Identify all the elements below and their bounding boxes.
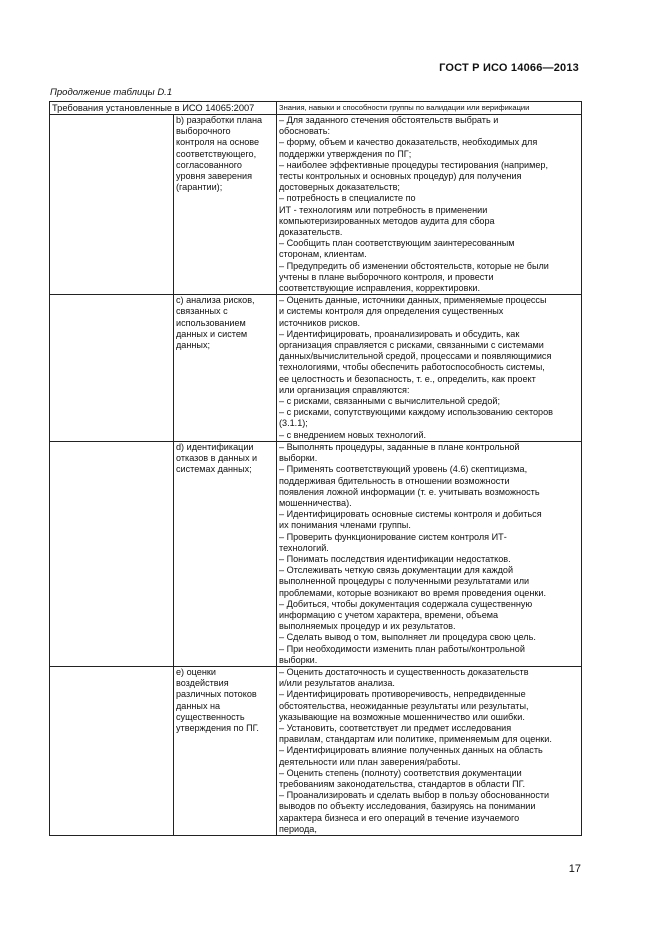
requirement-line: различных потоков	[176, 689, 257, 700]
competency-line: – Применять соответствующий уровень (4.6) скептицизма,	[279, 464, 528, 475]
competency-cell	[277, 115, 582, 295]
requirement-line: c) анализа рисков,	[176, 295, 255, 306]
competency-line: или организация справляются:	[279, 384, 410, 395]
table-header-row	[50, 102, 582, 115]
competency-line: поддержки утверждения по ПГ;	[279, 148, 412, 159]
page-number: 17	[568, 863, 581, 875]
requirement-cell	[174, 441, 277, 666]
competency-line: – Проверить функционирование систем контроля ИТ-	[279, 531, 507, 542]
competency-line: – Идентифицировать противоречивость, непредвиденные	[279, 689, 526, 700]
requirement-cell	[174, 666, 277, 835]
competency-line: сторонам, клиентам.	[279, 249, 367, 260]
competency-line: источников рисков.	[279, 317, 361, 328]
standard-designation: ГОСТ Р ИСО 14066—2013	[439, 62, 579, 74]
competency-line: – Идентифицировать влияние полученных данных на область	[279, 745, 543, 756]
competency-line: – Оценить степень (полноту) соответствия документации	[279, 767, 522, 778]
column-header-competencies: Знания, навыки и способности группы по валидации или верификации	[277, 102, 582, 115]
competency-line: технологий.	[279, 542, 329, 553]
competency-line: – Выполнять процедуры, заданные в плане контрольной	[279, 441, 520, 452]
competency-cell	[277, 295, 582, 442]
requirement-line: d) идентификации	[176, 441, 254, 452]
table-row	[50, 115, 582, 295]
competency-line: выборки.	[279, 453, 318, 464]
competency-line: – Предупредить об изменении обстоятельств, которые не были	[279, 260, 549, 271]
requirement-line: данных на	[176, 700, 221, 711]
competency-line: выборки.	[279, 654, 318, 665]
competency-line: – Для заданного стечения обстоятельств выбрать и	[279, 115, 499, 125]
competency-cell	[277, 666, 582, 835]
table-row	[50, 295, 582, 442]
competency-line: выводов по объекту исследования, базируясь на понимании	[279, 801, 536, 812]
requirement-line: данных;	[176, 340, 211, 351]
competency-line: – с внедрением новых технологий.	[279, 429, 427, 440]
requirement-cell	[174, 295, 277, 442]
competency-line: учтены в плане выборочного контроля, и провести	[279, 271, 494, 282]
requirement-line: связанных с	[176, 306, 228, 317]
table-row	[50, 441, 582, 666]
competency-line: организация справляется с рисками, связанными с системами	[279, 340, 544, 351]
requirement-line: b) разработки плана	[176, 115, 263, 125]
empty-cell	[50, 666, 174, 835]
requirement-line: данных и систем	[176, 328, 248, 339]
requirement-line: утверждения по ПГ.	[176, 722, 259, 733]
competency-line: тесты контрольных и основных процедур) для получения	[279, 171, 522, 182]
competency-line: поддерживая бдительность в отношении возможности	[279, 475, 510, 486]
competency-line: указывающие на возможные мошенничество или ошибки.	[279, 711, 525, 722]
competency-line: – Идентифицировать основные системы контроля и добиться	[279, 509, 542, 520]
requirement-line: согласованного	[176, 159, 242, 170]
competency-line: (3.1.1);	[279, 418, 308, 429]
requirement-line: e) оценки	[176, 666, 216, 677]
requirement-line: выборочного	[176, 126, 231, 137]
competency-line: – Отслеживать четкую связь документации для каждой	[279, 565, 514, 576]
competency-line: и системы контроля для определения существенных	[279, 306, 504, 317]
competency-line: данных/вычислительной средой, процессами и появляющимися	[279, 351, 552, 362]
competency-cell	[277, 441, 582, 666]
competency-line: – потребность в специалисте по	[279, 193, 416, 204]
competency-line: и/или результатов анализа.	[279, 678, 395, 689]
competency-line: мошенничества).	[279, 497, 352, 508]
competency-line: деятельности или план заверения/работы.	[279, 756, 461, 767]
requirement-line: (гарантии);	[176, 182, 223, 193]
competency-line: информацию с учетом характера, времени, объема	[279, 609, 499, 620]
competency-line: появления ложной информации (т. е. учитывать возможность	[279, 486, 540, 497]
competency-line: – Сообщить план соответствующим заинтересованным	[279, 238, 515, 249]
empty-cell	[50, 115, 174, 295]
competency-line: выполняемых процедур и их результатов.	[279, 621, 456, 632]
competency-line: периода,	[279, 823, 317, 834]
competency-line: – Установить, соответствует ли предмет исследования	[279, 722, 512, 733]
competency-line: технологиями, чтобы обеспечить работоспособность системы,	[279, 362, 545, 373]
competency-line: – с рисками, сопутствующими каждому использованию секторов	[279, 407, 554, 418]
competency-line: – Добиться, чтобы документация содержала существенную	[279, 598, 533, 609]
competency-line: достоверных доказательств;	[279, 182, 400, 193]
competency-line: – Оценить достаточность и существенность доказательств	[279, 666, 529, 677]
competency-line: соответствующие исправления, корректировки.	[279, 283, 481, 294]
competency-line: ее целостность и безопасность, т. е., определить, как проект	[279, 373, 536, 384]
competency-line: – Идентифицировать, проанализировать и обсудить, как	[279, 328, 520, 339]
competency-line: – Понимать последствия идентификации недостатков.	[279, 553, 511, 564]
competency-line: требованиям законодательства, стандартов в области ПГ.	[279, 778, 526, 789]
competency-line: – Оценить данные, источники данных, применяемые процессы	[279, 295, 547, 306]
table-continuation-label: Продолжение таблицы D.1	[50, 87, 173, 98]
competency-line: характера бизнеса и его операций в течение изучаемого	[279, 812, 520, 823]
competency-line: их понимания членами группы.	[279, 520, 411, 531]
empty-cell	[50, 295, 174, 442]
requirement-line: отказов в данных и	[176, 453, 258, 464]
column-header-requirements: Требования установленные в ИСО 14065:2007	[50, 102, 277, 115]
empty-cell	[50, 441, 174, 666]
competency-line: – Проанализировать и сделать выбор в пользу обоснованности	[279, 790, 550, 801]
requirement-cell	[174, 115, 277, 295]
requirements-table	[49, 101, 582, 836]
competency-line: обосновать:	[279, 126, 330, 137]
competency-line: – Сделать вывод о том, выполняет ли процедура свою цель.	[279, 632, 536, 643]
competency-line: – форму, объем и качество доказательств, необходимых для	[279, 137, 538, 148]
competency-line: компьютеризированных методов аудита для сбора	[279, 215, 495, 226]
competency-line: доказательств.	[279, 227, 343, 238]
requirement-line: воздействия	[176, 678, 229, 689]
requirement-line: контроля на основе	[176, 137, 260, 148]
competency-line: – При необходимости изменить план работы/контрольной	[279, 643, 525, 654]
competency-line: – наиболее эффективные процедуры тестирования (например,	[279, 159, 549, 170]
competency-line: обстоятельства, неожиданные результаты или результаты,	[279, 700, 529, 711]
table-row	[50, 666, 582, 835]
requirement-line: системах данных;	[176, 464, 252, 475]
competency-line: правилам, стандартам или политике, применяемым для оценки.	[279, 734, 552, 745]
competency-line: проблемами, которые возникают во время проведения оценки.	[279, 587, 546, 598]
requirement-line: использованием	[176, 317, 246, 328]
competency-line: ИТ - технологиям или потребность в применении	[279, 204, 488, 215]
requirement-line: соответствующего,	[176, 148, 257, 159]
requirement-line: уровня заверения	[176, 171, 253, 182]
competency-line: выполненной процедуры с полученными результатами или	[279, 576, 530, 587]
requirement-line: существенность	[176, 711, 245, 722]
competency-line: – с рисками, связанными с вычислительной средой;	[279, 396, 500, 407]
